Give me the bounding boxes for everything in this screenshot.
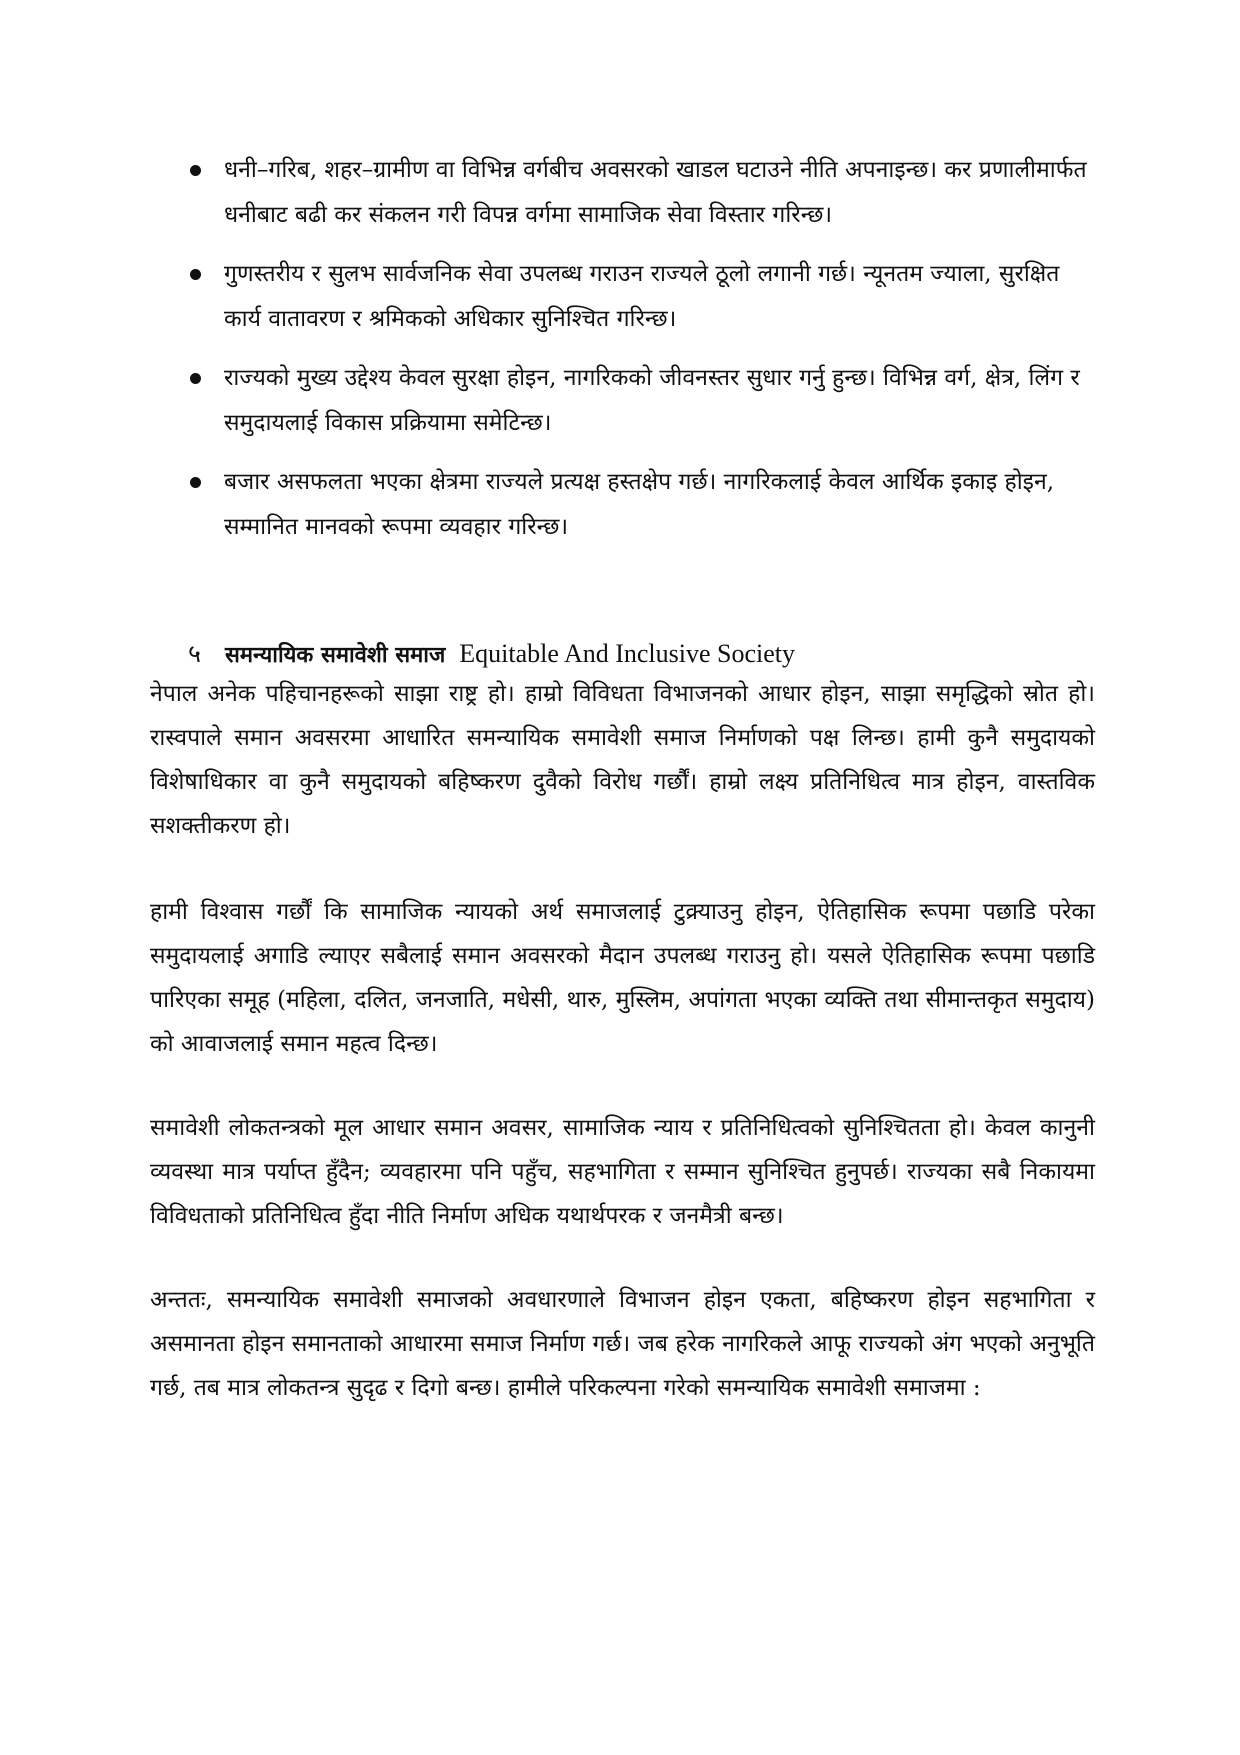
body-paragraph: समावेशी लोकतन्त्रको मूल आधार समान अवसर, सामाजिक न्याय र प्रतिनिधित्वको सुनिश्चितता हो। केवल कानुनी व्यवस्था मात्र पर्याप्त हुँदैन; व्यवहारमा पनि पहुँच, सहभागिता र सम्मान सुनिश्चित हुनुपर्छ। राज्यका सबै निकायमा विविधताको प्रतिनिधित्व हुँदा नीति निर्माण अधिक यथार्थपरक र जनमैत्री बन्छ। — [150, 1115, 1095, 1229]
section-title: समन्यायिक समावेशी समाज — [224, 643, 446, 668]
bullet-text: राज्यको मुख्य उद्देश्य केवल सुरक्षा होइन, नागरिकको जीवनस्तर सुधार गर्नु हुन्छ। विभिन्न वर्ग, क्षेत्र, लिंग र समुदायलाई विकास प्रक्रियामा समेटिन्छ। — [224, 365, 1080, 436]
bullet-dot-icon — [190, 269, 201, 280]
bullet-item — [188, 460, 1093, 550]
body-paragraph: नेपाल अनेक पहिचानहरूको साझा राष्ट्र हो। हाम्रो विविधता विभाजनको आधार होइन, साझा समृद्धिको स्रोत हो। रास्वपाले समान अवसरमा आधारित समन्यायिक समावेशी समाज निर्माणको पक्ष लिन्छ। हामी कुनै समुदायको विशेषाधिकार वा कुनै समुदायको बहिष्करण दुवैको विरोध गर्छौं। हाम्रो लक्ष्य प्रतिनिधित्व मात्र होइन, वास्तविक सशक्तीकरण हो। — [150, 681, 1095, 839]
bullet-item — [188, 356, 1093, 446]
body-paragraph: अन्ततः, समन्यायिक समावेशी समाजको अवधारणाले विभाजन होइन एकता, बहिष्करण होइन सहभागिता र असमानता होइन समानताको आधारमा समाज निर्माण गर्छ। जब हरेक नागरिकले आफू राज्यको अंग भएको अनुभूति गर्छ, तब मात्र लोकतन्त्र सुदृढ र दिगो बन्छ। हामीले परिकल्पना गरेको समन्यायिक समावेशी समाजमा : — [150, 1287, 1095, 1401]
bullet-text: बजार असफलता भएका क्षेत्रमा राज्यले प्रत्यक्ष हस्तक्षेप गर्छ। नागरिकलाई केवल आर्थिक इकाइ होइन, सम्मानित मानवको रूपमा व्यवहार गरिन्छ। — [224, 469, 1055, 540]
bullet-list — [188, 148, 1093, 564]
body-paragraph: हामी विश्वास गर्छौं कि सामाजिक न्यायको अर्थ समाजलाई टुक्र्याउनु होइन, ऐतिहासिक रूपमा पछाडि परेका समुदायलाई अगाडि ल्याएर सबैलाई समान अवसरको मैदान उपलब्ध गराउनु हो। यसले ऐतिहासिक रूपमा पछाडि पारिएका समूह (महिला, दलित, जनजाति, मधेसी, थारु, मुस्लिम, अपांगता भएका व्यक्ति तथा सीमान्तकृत समुदाय) को आवाजलाई समान महत्व दिन्छ। — [150, 899, 1095, 1057]
section-number: ५ — [188, 639, 202, 668]
section-title-english: Equitable And Inclusive Society — [459, 639, 796, 668]
bullet-dot-icon — [190, 373, 201, 384]
bullet-text: धनी–गरिब, शहर–ग्रामीण वा विभिन्न वर्गबीच अवसरको खाडल घटाउने नीति अपनाइन्छ। कर प्रणालीमार्फत धनीबाट बढी कर संकलन गरी विपन्न वर्गमा सामाजिक सेवा विस्तार गरिन्छ। — [224, 157, 1087, 228]
bullet-dot-icon — [190, 477, 201, 488]
bullet-text: गुणस्तरीय र सुलभ सार्वजनिक सेवा उपलब्ध गराउन राज्यले ठूलो लगानी गर्छ। न्यूनतम ज्याला, सुरक्षित कार्य वातावरण र श्रमिकको अधिकार सुनिश्चित गरिन्छ। — [224, 261, 1060, 332]
section-heading — [188, 636, 795, 674]
bullet-dot-icon — [190, 165, 201, 176]
bullet-item — [188, 252, 1093, 342]
bullet-item — [188, 148, 1093, 238]
